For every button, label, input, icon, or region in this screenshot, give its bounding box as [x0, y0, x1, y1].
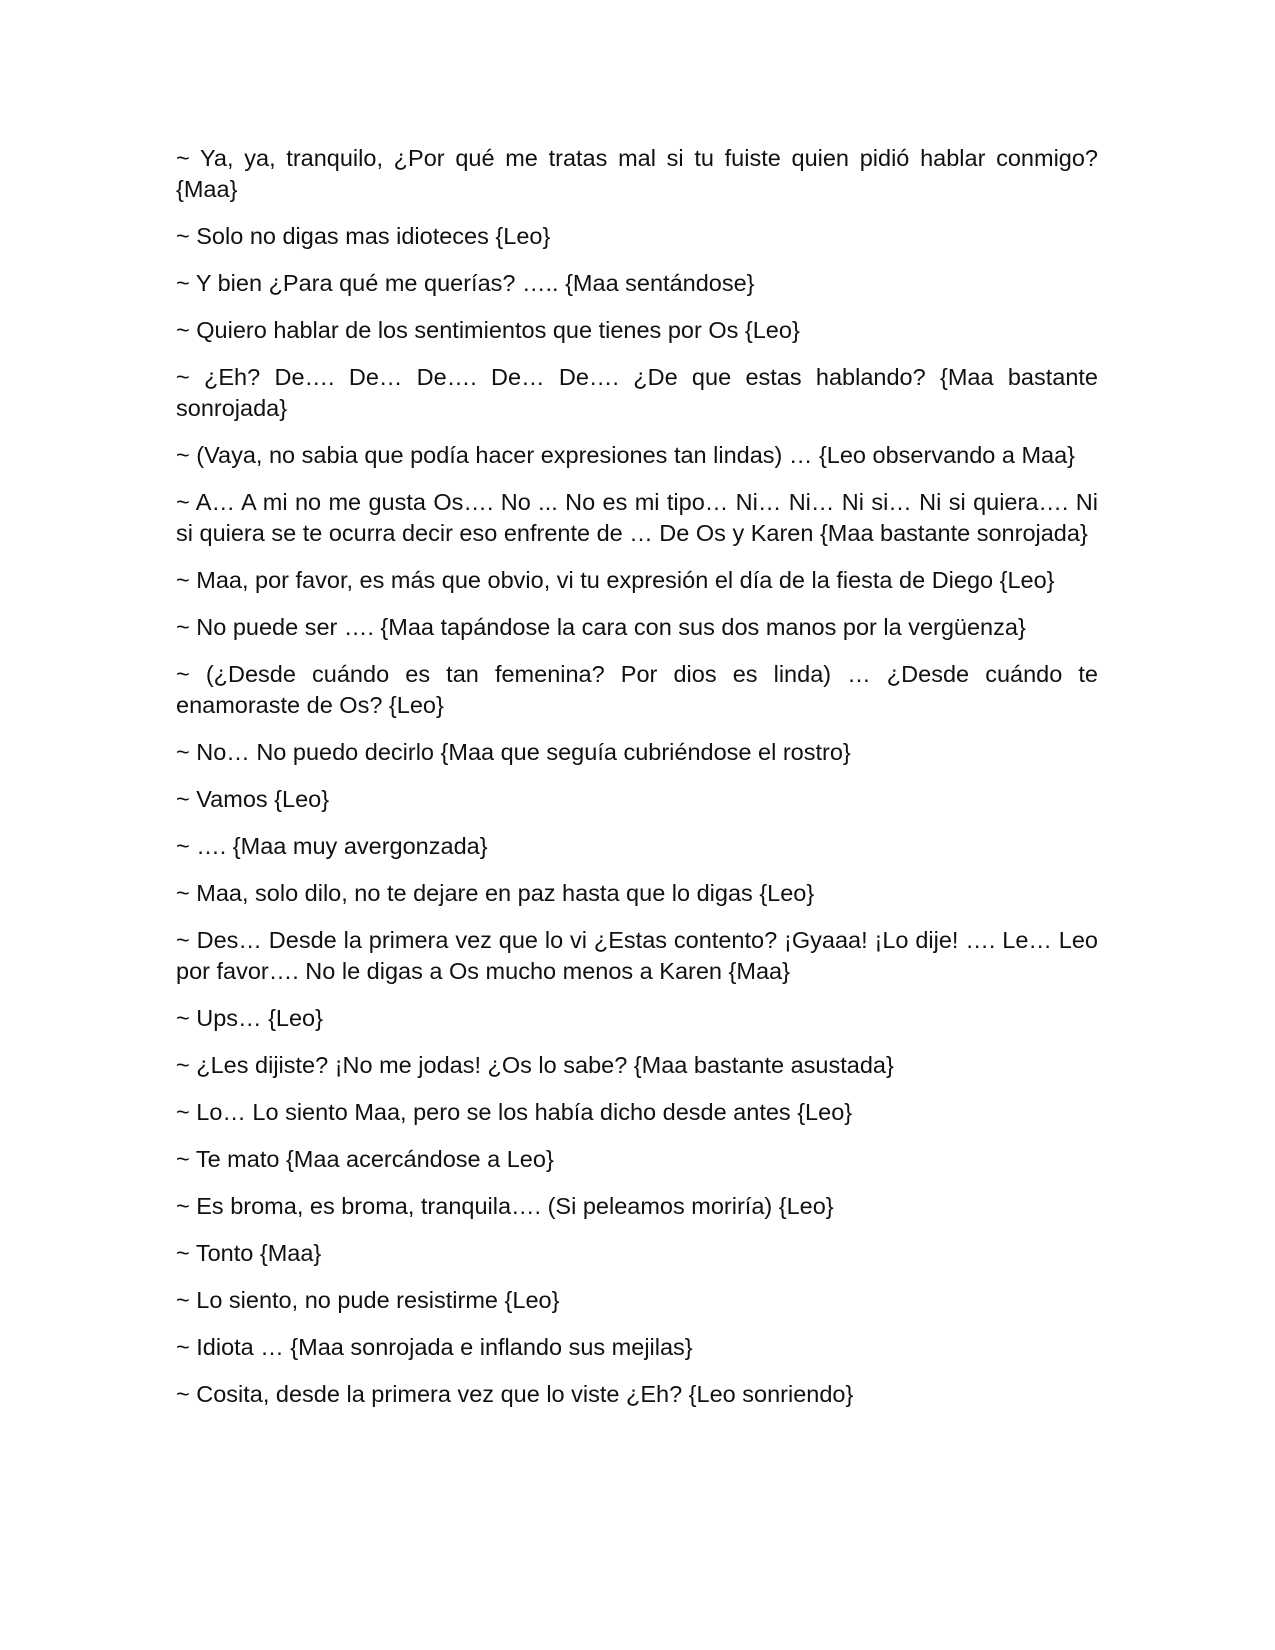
- dialogue-line: ~ Idiota … {Maa sonrojada e inflando sus mejilas}: [176, 1334, 693, 1360]
- dialogue-line: ~ No… No puedo decirlo {Maa que seguía cubriéndose el rostro}: [176, 739, 851, 765]
- dialogue-line: ~ Te mato {Maa acercándose a Leo}: [176, 1146, 554, 1172]
- dialogue-line: ~ Ya, ya, tranquilo, ¿Por qué me tratas mal si tu fuiste quien pidió hablar conmigo? {Maa}: [176, 145, 1098, 202]
- dialogue-line: ~ (¿Desde cuándo es tan femenina? Por dios es linda) … ¿Desde cuándo te enamoraste de Os? {Leo}: [176, 661, 1098, 718]
- dialogue-line: ~ Cosita, desde la primera vez que lo viste ¿Eh? {Leo sonriendo}: [176, 1381, 854, 1407]
- dialogue-line: ~ Maa, por favor, es más que obvio, vi tu expresión el día de la fiesta de Diego {Leo}: [176, 567, 1055, 593]
- dialogue-line: ~ Quiero hablar de los sentimientos que tienes por Os {Leo}: [176, 317, 800, 343]
- dialogue-line: ~ No puede ser …. {Maa tapándose la cara con sus dos manos por la vergüenza}: [176, 614, 1026, 640]
- dialogue-line: ~ Lo siento, no pude resistirme {Leo}: [176, 1287, 560, 1313]
- dialogue-line: ~ Maa, solo dilo, no te dejare en paz hasta que lo digas {Leo}: [176, 880, 815, 906]
- dialogue-line: ~ Ups… {Leo}: [176, 1005, 323, 1031]
- dialogue-line: ~ Lo… Lo siento Maa, pero se los había dicho desde antes {Leo}: [176, 1099, 853, 1125]
- dialogue-line: ~ (Vaya, no sabia que podía hacer expresiones tan lindas) … {Leo observando a Maa}: [176, 442, 1076, 468]
- dialogue-line: ~ Vamos {Leo}: [176, 786, 330, 812]
- dialogue-line: ~ Y bien ¿Para qué me querías? ….. {Maa sentándose}: [176, 270, 755, 296]
- dialogue-line: ~ A… A mi no me gusta Os…. No ... No es mi tipo… Ni… Ni… Ni si… Ni si quiera…. Ni si quiera se te ocurra decir eso enfrente de … De Os y Karen {Maa bastante sonrojada}: [176, 489, 1098, 546]
- dialogue-line: ~ Es broma, es broma, tranquila…. (Si peleamos moriría) {Leo}: [176, 1193, 834, 1219]
- dialogue-line: ~ …. {Maa muy avergonzada}: [176, 833, 488, 859]
- dialogue-line: ~ Tonto {Maa}: [176, 1240, 322, 1266]
- dialogue-line: ~ ¿Les dijiste? ¡No me jodas! ¿Os lo sabe? {Maa bastante asustada}: [176, 1052, 894, 1078]
- dialogue-line: ~ Des… Desde la primera vez que lo vi ¿Estas contento? ¡Gyaaa! ¡Lo dije! …. Le… Leo por favor…. No le digas a Os mucho menos a Karen {Maa}: [176, 927, 1098, 984]
- dialogue-line: ~ ¿Eh? De…. De… De…. De… De…. ¿De que estas hablando? {Maa bastante sonrojada}: [176, 364, 1098, 421]
- dialogue-line: ~ Solo no digas mas idioteces {Leo}: [176, 223, 551, 249]
- document-body: [176, 143, 1098, 1426]
